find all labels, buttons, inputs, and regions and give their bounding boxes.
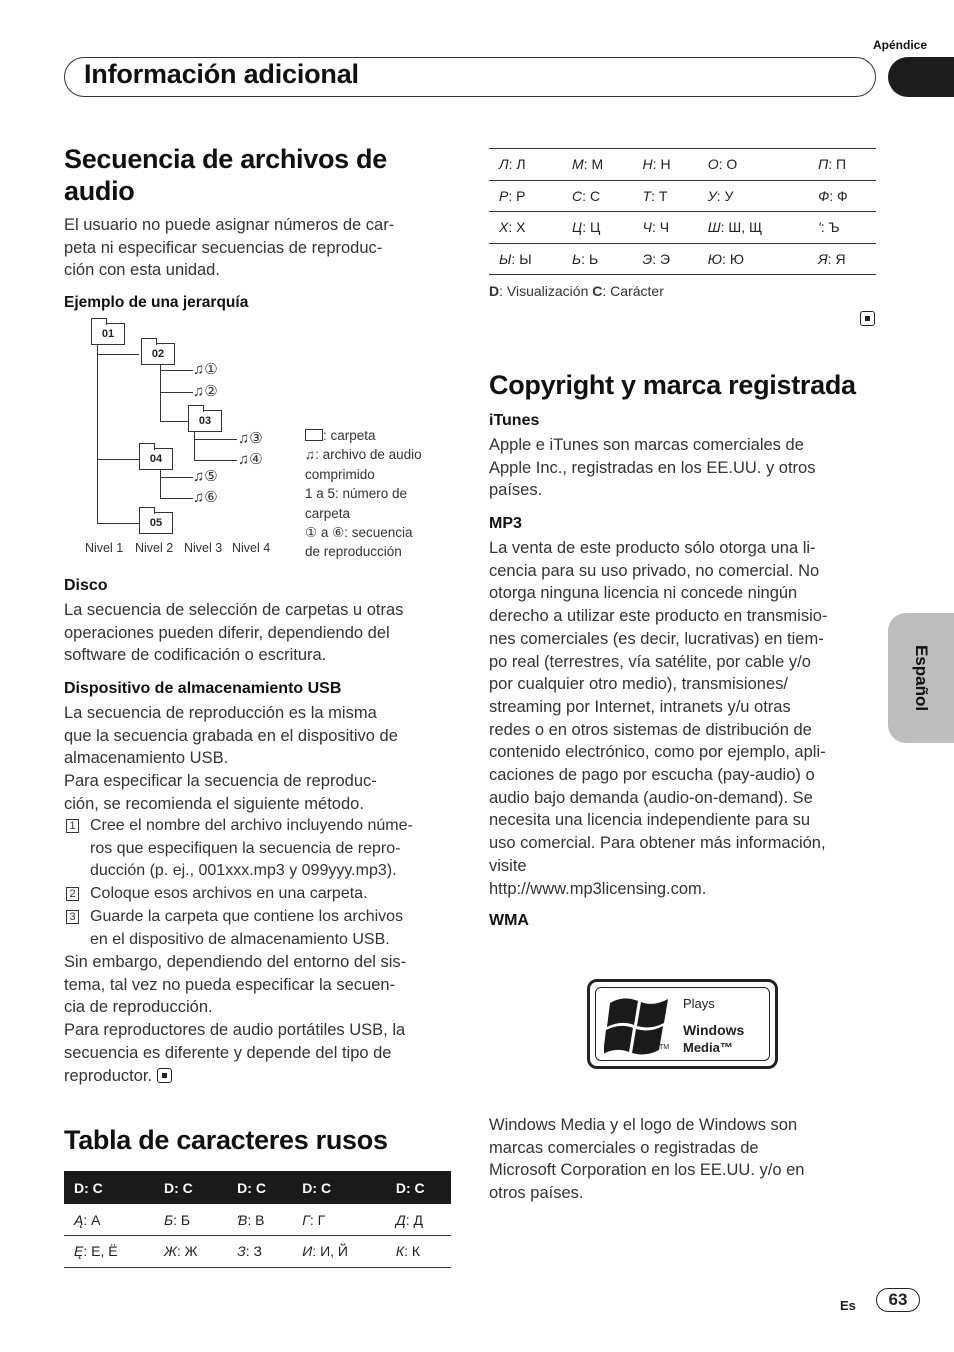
music-note-icon: ♫ — [238, 451, 250, 468]
level-label: Nivel 1 — [85, 541, 124, 555]
sequence-title: Secuencia de archivos de audio — [64, 144, 387, 206]
header-tab-marker — [888, 57, 954, 97]
track-item: ♫③ — [238, 430, 263, 447]
track-item: ♫① — [193, 361, 218, 378]
itunes-text: Apple e iTunes son marcas comerciales de Apple Inc., registradas en los EE.UU. y otros países. — [489, 436, 816, 500]
table-row: Р: Р С: С Т: Т У: У Ф: Ф — [489, 180, 876, 212]
music-note-icon: ♫ — [238, 430, 250, 447]
folder-icon: 01 — [91, 323, 125, 345]
footer-language: Es — [840, 1298, 856, 1313]
music-note-icon: ♫ — [305, 447, 316, 463]
table-row: Л: Л М: М Н: Н О: О П: П — [489, 149, 876, 181]
table-row: Ę: Е, Ё Ж: Ж З: З И: И, Й К: К — [64, 1236, 451, 1268]
end-mark-icon — [860, 311, 875, 329]
table-note: D: Visualización C: Carácter — [489, 283, 664, 299]
folder-icon: 05 — [139, 512, 173, 534]
disc-heading: Disco — [64, 577, 108, 594]
hierarchy-example-heading: Ejemplo de una jerarquía — [64, 294, 249, 311]
section-label: Apéndice — [872, 38, 927, 52]
track-item: ♫⑤ — [193, 468, 218, 485]
disc-text: La secuencia de selección de carpetas u otras operaciones pueden diferir, dependiendo del software de codificación o escritura. — [64, 601, 404, 665]
itunes-heading: iTunes — [489, 412, 540, 429]
track-item: ♫② — [193, 383, 218, 400]
level-label: Nivel 3 — [184, 541, 223, 555]
usb-text: La secuencia de reproducción es la misma que la secuencia grabada en el dispositivo de almacenamiento USB. Para especificar la secuencia de reproduc- ción, se recomienda el siguiente método. — [64, 704, 398, 813]
diagram-legend: : carpeta ♫: archivo de audio comprimido 1 a 5: número de carpeta ① a ⑥: secuencia de reproducción — [305, 428, 422, 560]
usb-after-text: Sin embargo, dependiendo del entorno del sis- tema, tal vez no pueda especificar la secuen- cia de reproducción. Para reproductores de audio portátiles USB, la secuencia es diferente y depende del tipo de reproductor. — [64, 953, 407, 1085]
music-note-icon: ♫ — [193, 361, 205, 378]
music-note-icon: ♫ — [193, 383, 205, 400]
folder-outline-icon — [305, 429, 323, 441]
wma-text: Windows Media y el logo de Windows son marcas comerciales o registradas de Microsoft Corporation en los EE.UU. y/o en otros países. — [489, 1116, 805, 1203]
page-number: 63 — [876, 1288, 920, 1312]
level-label: Nivel 4 — [232, 541, 271, 555]
music-note-icon: ♫ — [193, 489, 205, 506]
russian-table-title: Tabla de caracteres rusos — [64, 1125, 388, 1155]
track-item: ♫④ — [238, 451, 263, 468]
track-item: ♫⑥ — [193, 489, 218, 506]
mp3-heading: MP3 — [489, 515, 522, 532]
windows-media-logo: TM Plays Windows Media™ — [587, 979, 778, 1069]
folder-icon: 04 — [139, 448, 173, 470]
wma-heading: WMA — [489, 912, 529, 929]
russian-table-right — [489, 148, 876, 275]
page-title: Información adicional — [84, 59, 359, 89]
language-tab-label: Español — [912, 644, 931, 712]
mp3-text: La venta de este producto sólo otorga una li- cencia para su uso privado, no comercial. No otorga ninguna licencia ni concede ningún derecho a utilizar este producto en transmisio- nes comerciales (es decir, lucrativas) en tiem- po real (terrestres, vía satélite, por cable y/o por cualquier otro medio), transmisiones/ streaming por Internet, intranets y/u otras redes o en otros sistemas de distribución de contenido electrónico, como por ejemplo, apli- caciones de pago por escucha (pay-audio) o audio bajo demanda (audio-on-demand). Se necesita una licencia independiente para su uso comercial. Para obtener más información, visite http://www.mp3licensing.com. — [489, 539, 828, 898]
end-mark-icon — [157, 1068, 172, 1083]
usb-heading: Dispositivo de almacenamiento USB — [64, 680, 342, 697]
folder-icon: 03 — [188, 410, 222, 432]
music-note-icon: ♫ — [193, 468, 205, 485]
sequence-intro: El usuario no puede asignar números de car- peta ni especificar secuencias de reproduc- ción con esta unidad. — [64, 216, 395, 280]
folder-icon: 02 — [141, 343, 175, 365]
russian-table-left: D: C D: C D: C D: C D: C Ą: А Б: Б Ɓ: В Г: Г Д: Д Ę: Е, Ё Ж: Ж З: З И: И, Й К: К — [64, 1171, 451, 1268]
copyright-title: Copyright y marca registrada — [489, 370, 856, 400]
level-label: Nivel 2 — [135, 541, 174, 555]
table-row: Х: Х Ц: Ц Ч: Ч Ш: Ш, Щ ′: Ъ — [489, 212, 876, 244]
table-row: Ą: А Б: Б Ɓ: В Г: Г Д: Д — [64, 1204, 451, 1236]
table-row: Ы: Ы Ь: Ь Э: Э Ю: Ю Я: Я — [489, 243, 876, 275]
